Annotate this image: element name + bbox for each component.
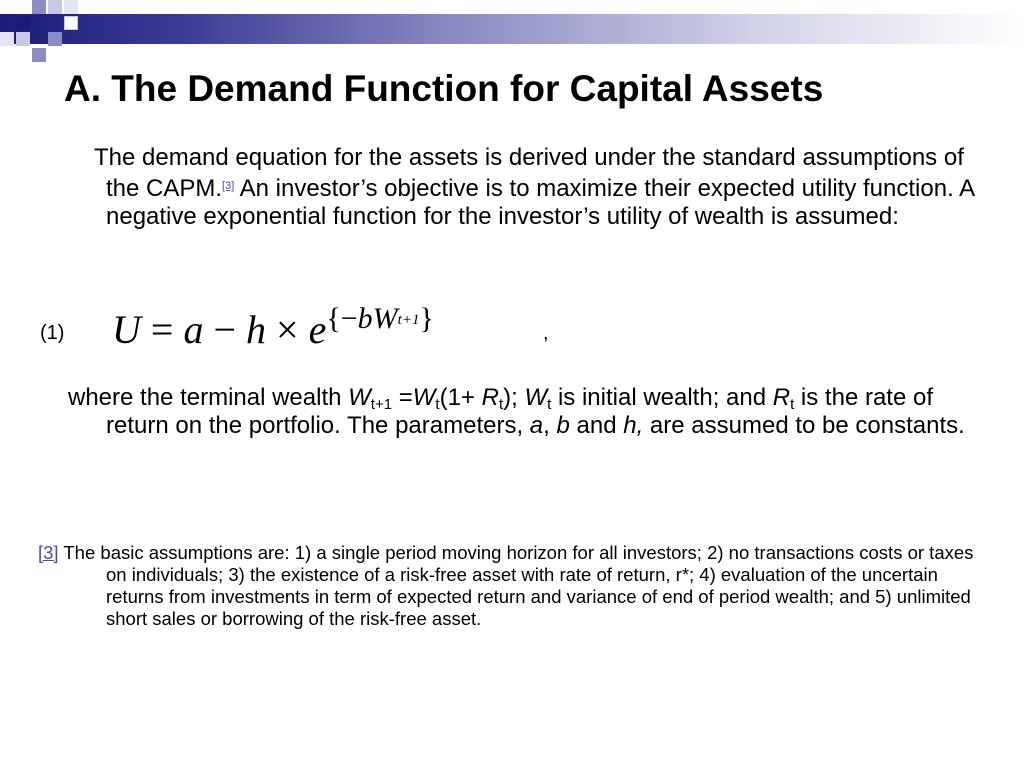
- where-W1: W: [348, 384, 371, 411]
- where-sub-1: t+1: [370, 396, 393, 413]
- where-text-3: (1+: [439, 384, 482, 411]
- header-gradient-bar: [0, 14, 1024, 44]
- slide-title: A. The Demand Function for Capital Assets: [64, 68, 824, 109]
- where-text-1: where the terminal wealth: [68, 384, 349, 411]
- eq-minus: −: [203, 307, 247, 352]
- where-sub-5: t: [790, 396, 795, 413]
- eq-lhs: U: [112, 307, 141, 352]
- footnote-ref-link[interactable]: [3]: [38, 542, 59, 563]
- eq-open-brace: {: [326, 302, 341, 335]
- intro-footnote-ref[interactable]: [3]: [222, 180, 235, 192]
- eq-neg: −: [340, 302, 358, 335]
- where-param-b: b: [556, 412, 570, 439]
- decor-square: [48, 32, 62, 46]
- eq-equals: =: [140, 307, 184, 352]
- eq-h: h: [246, 307, 267, 352]
- decor-square: [16, 32, 30, 46]
- where-text-4: );: [503, 384, 525, 411]
- eq-e: e: [308, 307, 327, 352]
- footnote: [38, 542, 976, 630]
- eq-times: ×: [266, 307, 309, 352]
- where-R2: R: [772, 384, 791, 411]
- where-R1: R: [481, 384, 499, 411]
- where-and: and: [569, 412, 624, 439]
- eq-a: a: [183, 307, 204, 352]
- where-W3: W: [524, 384, 548, 411]
- footnote-text: The basic assumptions are: 1) a single period moving horizon for all investors; 2) no transactions costs or taxes on individuals; 3) the existence of a risk-free asset with rate of return, r*; 4) evaluation of the uncertain returns from investments in term of expected return and variance of end of period wealth; and 5) unlimited short sales or borrowing of the risk-free asset.: [58, 542, 974, 629]
- decor-square: [16, 16, 30, 30]
- utility-equation: [112, 302, 434, 353]
- where-text-6: is the rate of return on the portfolio. The parameters,: [106, 384, 934, 439]
- decor-square: [32, 48, 46, 62]
- intro-text-1: The demand equation for the assets is derived under the standard assumptions of the CAPM.: [94, 144, 964, 202]
- eq-bW: bW: [357, 302, 398, 335]
- where-comma-1: ,: [543, 412, 557, 439]
- where-W2: W: [412, 384, 436, 411]
- decor-square: [64, 0, 78, 14]
- intro-paragraph: [94, 144, 986, 231]
- eq-subscript: t+1: [397, 312, 420, 328]
- where-param-a: a: [529, 412, 544, 439]
- where-text-2: =: [392, 384, 413, 411]
- eq-close-brace: }: [419, 302, 434, 335]
- where-sub-4: t: [547, 396, 552, 413]
- equation-comma: ,: [543, 322, 549, 344]
- equation-number: (1): [40, 322, 65, 344]
- where-sub-2: t: [435, 396, 440, 413]
- decor-square: [32, 0, 46, 14]
- eq-exponent: [326, 302, 434, 335]
- decor-square: [0, 32, 14, 46]
- where-sub-3: t: [498, 396, 504, 413]
- decor-square: [48, 0, 62, 14]
- where-text-7: are assumed to be constants.: [643, 412, 965, 439]
- decor-square: [64, 16, 78, 30]
- where-param-h: h,: [623, 412, 644, 439]
- where-paragraph: [68, 384, 986, 440]
- intro-text-2: An investor’s objective is to maximize their expected utility function. A negative exponential function for the investor’s utility of wealth is assumed:: [106, 175, 974, 230]
- where-text-5: is initial wealth; and: [551, 384, 773, 411]
